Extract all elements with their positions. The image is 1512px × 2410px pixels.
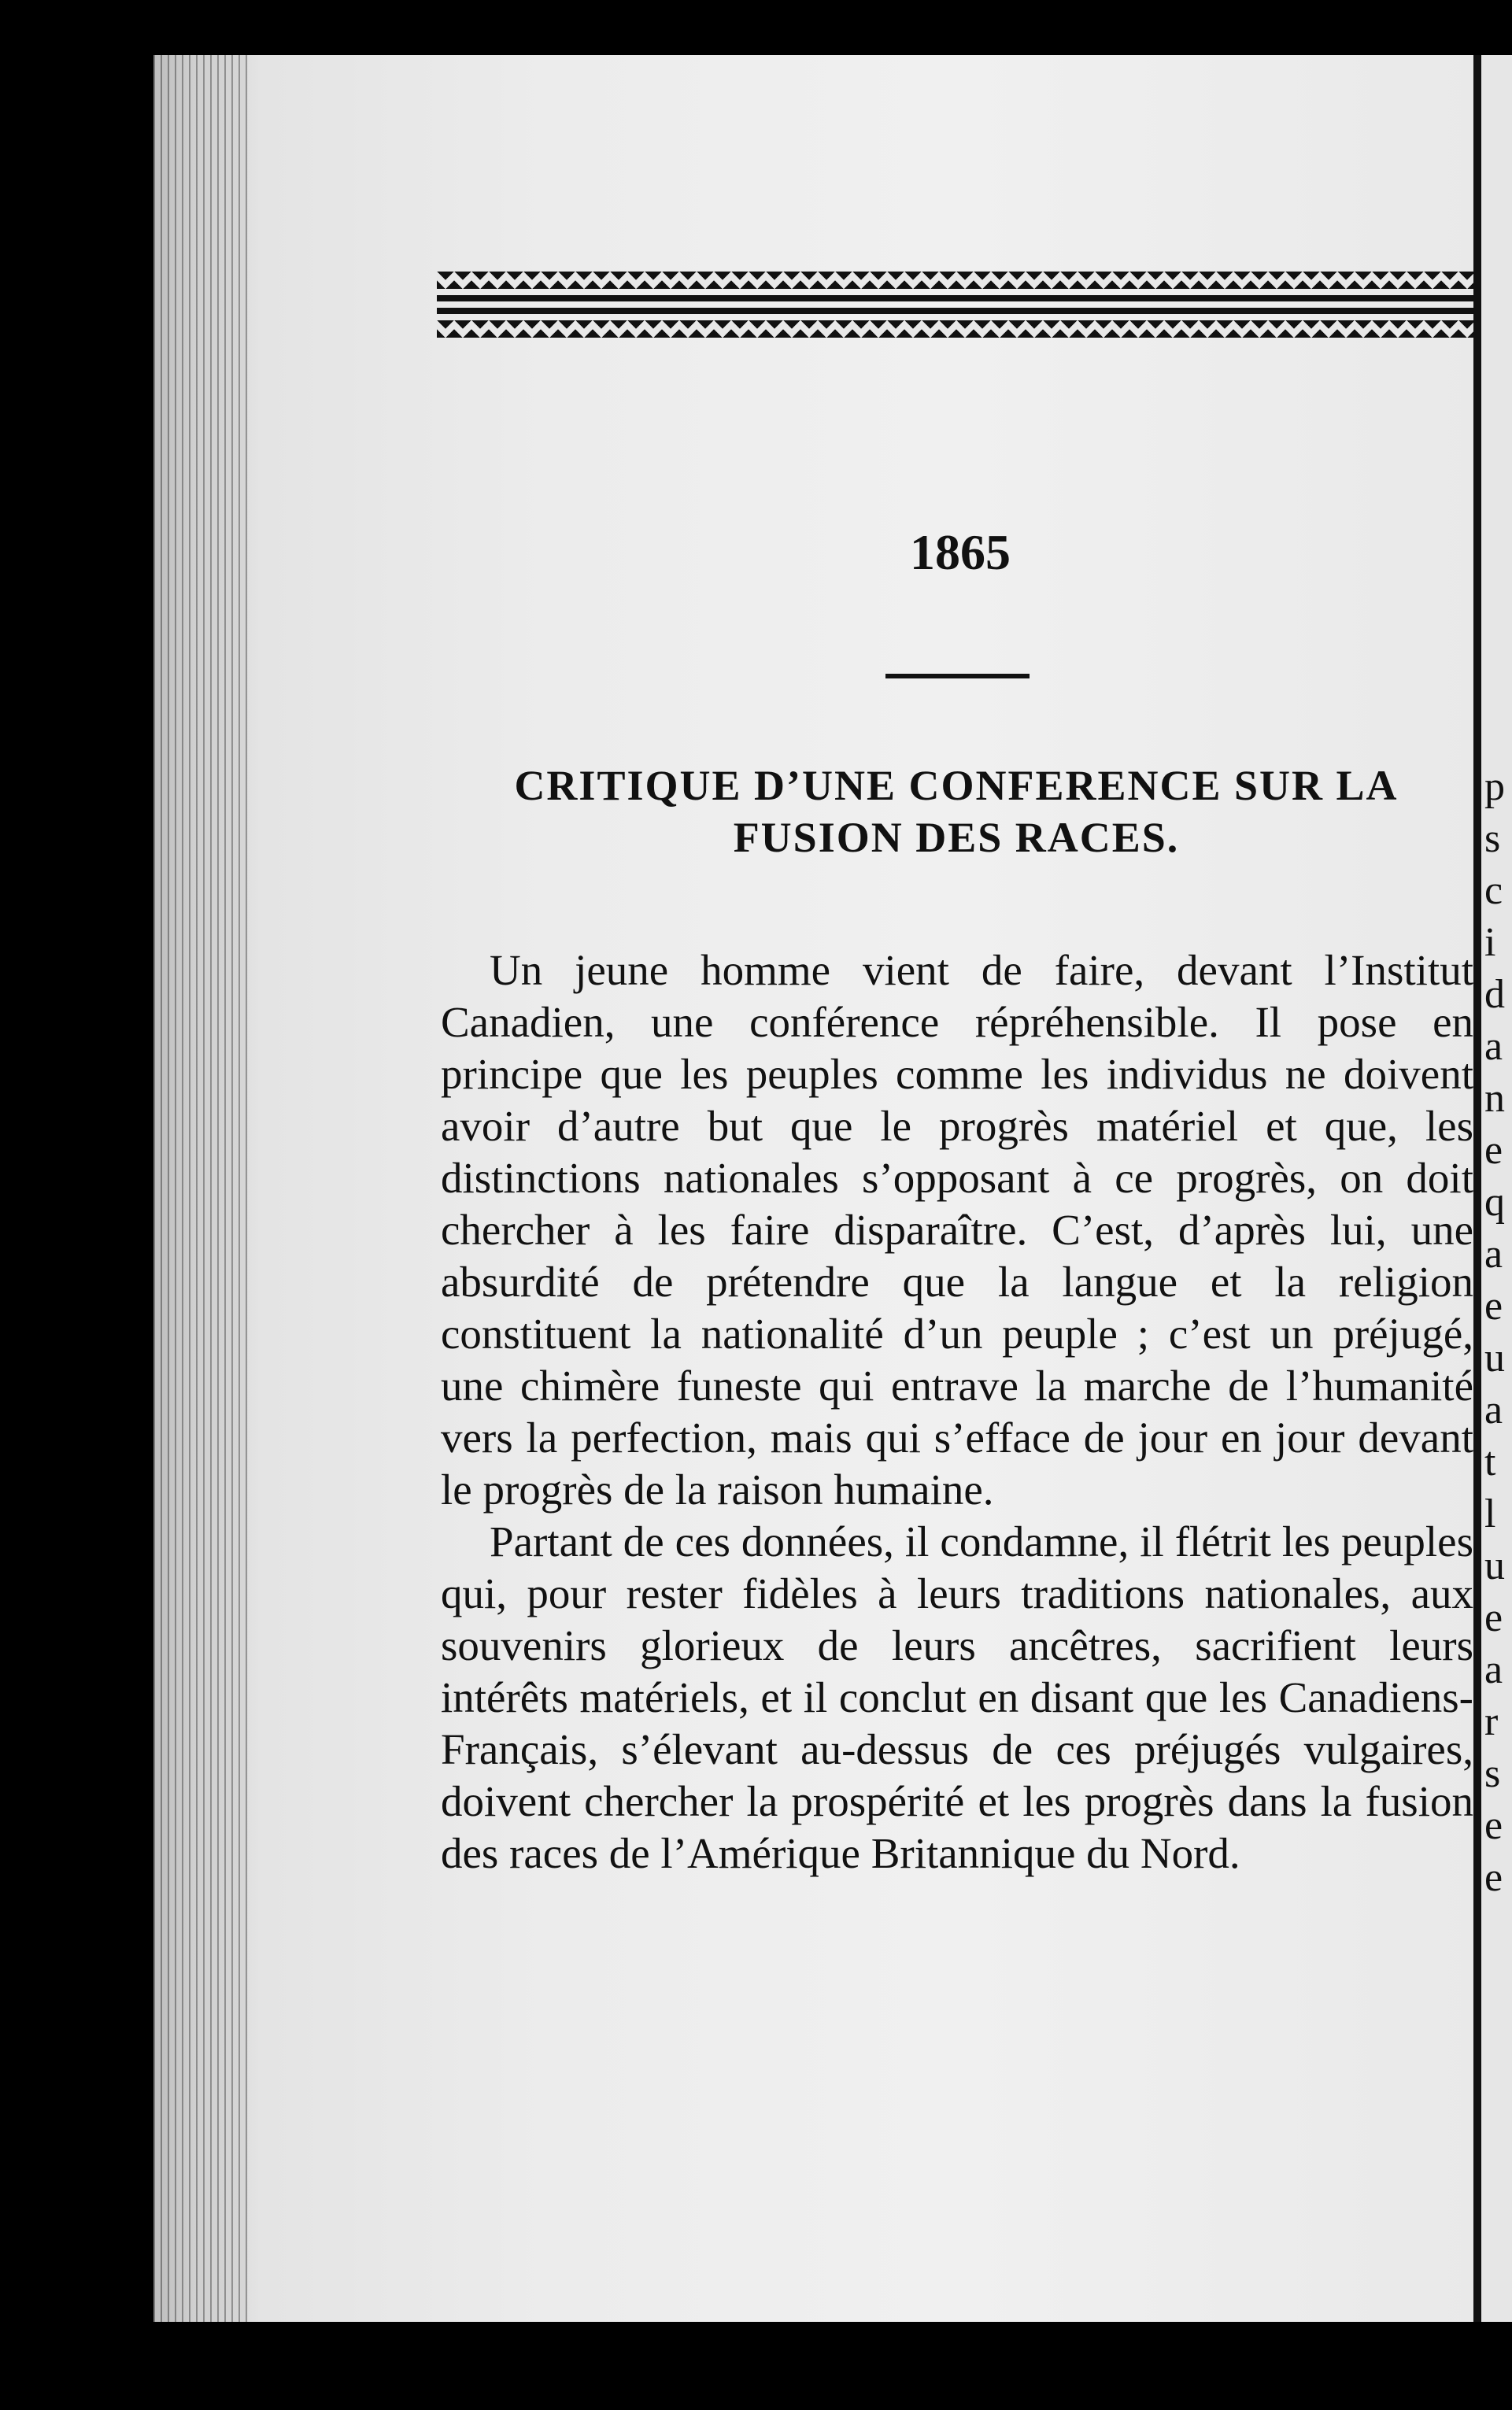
adjacent-page-letter: s [1484, 1751, 1501, 1796]
adjacent-page-letter: i [1484, 920, 1496, 965]
adjacent-page-letter: e [1484, 1855, 1503, 1900]
chapter-year: 1865 [910, 524, 1011, 580]
ornament-rule-2 [437, 308, 1476, 314]
adjacent-page-letter: e [1484, 1595, 1503, 1640]
adjacent-page-letter: a [1484, 1388, 1503, 1432]
adjacent-page-letter: d [1484, 972, 1505, 1017]
ornament-zigzag-top [437, 272, 1476, 289]
book-page-edges [153, 55, 248, 2322]
adjacent-page-letter: e [1484, 1128, 1503, 1173]
chapter-title [437, 760, 1476, 863]
adjacent-page-letter: l [1484, 1491, 1496, 1536]
adjacent-page-letter: e [1484, 1284, 1503, 1329]
body-paragraph-2: Partant de ces données, il condamne, il flétrit les peuples qui, pour rester fidèles à leurs traditions nationales, aux souvenirs glorieux de leurs ancêtres, sacrifient leurs intérêts matériels, et il conclut en disant que les Canadiens-Français, s’élevant au-dessus de ces préjugés vulgaires, doivent chercher la prospérité et les progrès dans la fusion des races de l’Amérique Britannique du Nord. [441, 1517, 1473, 1877]
chapter-title-line-2: FUSION DES RACES. [733, 814, 1180, 861]
adjacent-page-letter: u [1484, 1336, 1505, 1381]
adjacent-page-letter: a [1484, 1024, 1503, 1069]
adjacent-page-letter: p [1484, 764, 1505, 809]
adjacent-page-fragment [1481, 55, 1512, 2322]
adjacent-page-letter: u [1484, 1543, 1505, 1588]
ornament-rule-1 [437, 295, 1476, 301]
year-separator-rule [885, 674, 1030, 678]
header-ornament [437, 272, 1476, 338]
adjacent-page-letter: n [1484, 1076, 1505, 1121]
adjacent-page-letter: q [1484, 1180, 1505, 1225]
adjacent-page-letter: s [1484, 816, 1501, 861]
chapter-body [441, 944, 1473, 1880]
adjacent-page-letter: a [1484, 1647, 1503, 1692]
chapter-title-line-1: CRITIQUE D’UNE CONFERENCE SUR LA [514, 762, 1399, 809]
adjacent-page-letter: c [1484, 868, 1503, 913]
page-gutter-shadow [1473, 55, 1481, 2322]
adjacent-page-letter: e [1484, 1803, 1503, 1848]
body-paragraph-1: Un jeune homme vient de faire, devant l’Institut Canadien, une conférence répréhensible. Il pose en principe que les peuples comme les individus ne doivent avoir d’autre but que le progrès matériel et que, les distinctions nationales s’opposant à ce progrès, on doit chercher à les faire disparaître. C’est, d’après lui, une absurdité de prétendre que la langue et la religion constituent la nationalité d’un peuple ; c’est un préjugé, une chimère funeste qui entrave la marche de l’humanité vers la perfection, mais qui s’efface de jour en jour devant le progrès de la raison humaine. [441, 946, 1473, 1514]
ornament-zigzag-bottom [437, 320, 1476, 338]
adjacent-page-letter: r [1484, 1699, 1499, 1744]
adjacent-page-letter: t [1484, 1440, 1496, 1484]
adjacent-page-letter: a [1484, 1232, 1503, 1277]
